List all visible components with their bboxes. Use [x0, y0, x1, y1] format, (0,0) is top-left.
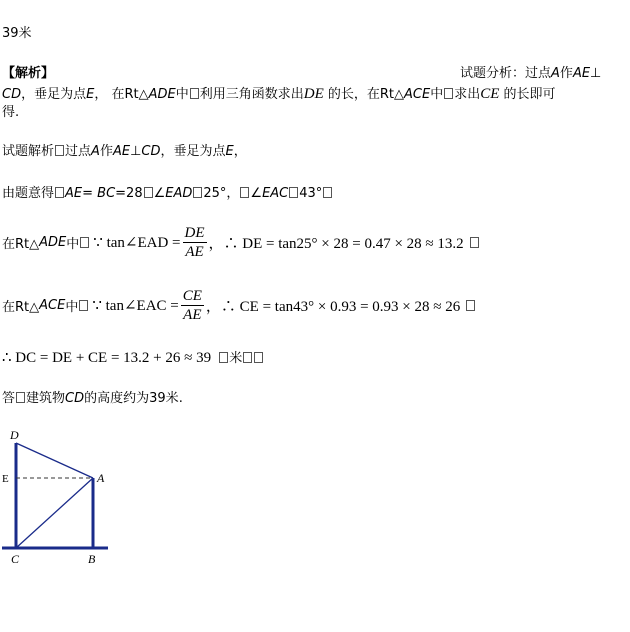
missing-glyph [144, 187, 153, 198]
analysis-label: 【解析】 [2, 66, 55, 81]
missing-glyph [470, 237, 479, 248]
missing-glyph [254, 352, 263, 363]
label-e: E [2, 473, 9, 485]
analysis-line-2: CD，垂足为点E， 在Rt△ADE中 利用三角函数求出DE 的长，在Rt△ACE中 求出CE 的长即可 [2, 86, 556, 102]
label-a: A [97, 471, 105, 485]
solution-intro: 试题解析 过点A作AE⊥CD，垂足为点E， [2, 144, 247, 159]
analysis-line-1: 试题分析：过点A作AE⊥ [460, 66, 602, 81]
dc-equation: ∴ DC = DE + CE = 13.2 + 26 ≈ 39 米 [2, 347, 264, 367]
missing-glyph [243, 352, 252, 363]
missing-glyph [80, 237, 89, 248]
missing-glyph [323, 187, 332, 198]
missing-glyph [444, 88, 453, 99]
line-ca [16, 478, 93, 548]
missing-glyph [289, 187, 298, 198]
analysis-line-3: 得. [2, 105, 20, 120]
conclusion: 答 建筑物CD的高度约为39米. [2, 391, 183, 406]
missing-glyph [193, 187, 202, 198]
ace-equation: 在Rt△ ACE 中 ∵ tan∠EAC = $\frac{CE}{AE}$ ，∴ CE = tan43° × 0.93 = 0.93 × 28 ≈ 26 [2, 285, 476, 325]
line-da [16, 443, 93, 478]
top-answer: 39米 [2, 26, 32, 41]
missing-glyph [466, 300, 475, 311]
label-d: D [10, 428, 19, 442]
geometry-figure [0, 425, 130, 570]
missing-glyph [16, 392, 25, 403]
missing-glyph [240, 187, 249, 198]
missing-glyph [219, 352, 228, 363]
given-line: 由题意得 AE= BC=28 ∠EAD 25°， ∠EAC 43° [2, 182, 333, 201]
ade-equation: 在Rt△ ADE 中 ∵ tan∠EAD = $\frac{DE}{AE}$ ，∴ DE = tan25° × 28 = 0.47 × 28 ≈ 13.2 [2, 222, 480, 262]
missing-glyph [79, 300, 88, 311]
missing-glyph [55, 187, 64, 198]
label-b: B [88, 552, 96, 566]
missing-glyph [190, 88, 199, 99]
fraction-ce-ae: $\frac{CE}{AE}$ [182, 287, 202, 323]
missing-glyph [55, 145, 64, 156]
label-c: C [11, 552, 20, 566]
fraction-de-ae: $\frac{DE}{AE}$ [184, 224, 205, 260]
